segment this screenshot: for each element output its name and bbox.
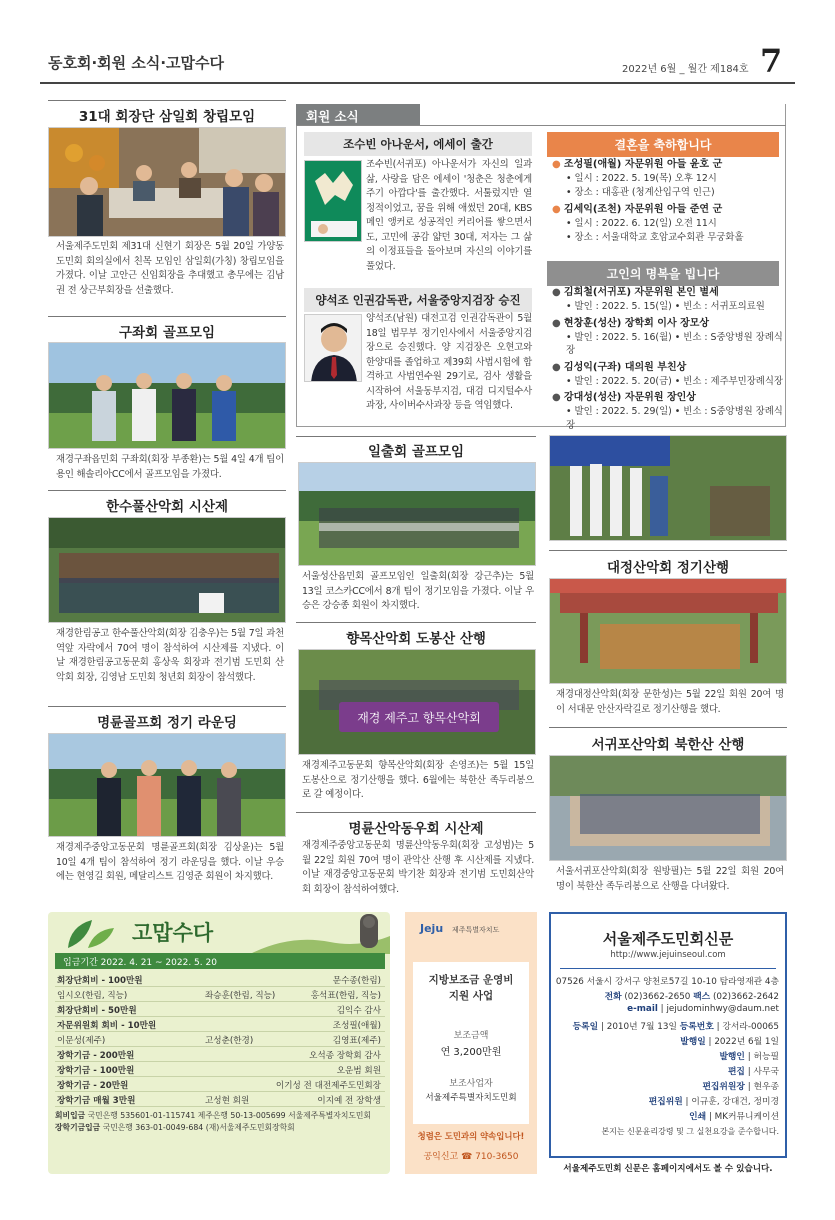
ilchul-text: 서울성산읍민회 골프모임인 일출회(회장 강근추)는 5월 13일 코스카CC에서 8개 팀이 정기모임을 가졌다. 이날 우승은 강승종 회원이 차지했다. [302,571,534,611]
jeju-logo-sub: 제주특별자치도 [452,926,500,934]
samil-title: 31대 회장단 삼일회 창립모임 [78,109,256,125]
ethics: 본지는 신문윤리강령 및 그 실천요강을 준수합니다. [601,1127,779,1136]
account1: 국민은행 535601-01-115741 제주은행 50-13-005699 서울제주특별자치도민회 [87,1111,371,1120]
hyangmok-photo [298,649,536,755]
thanks-cell: 장학기금 매월 3만원 [57,1096,136,1106]
thanks-cell: 오석종 장학회 감사 [309,1051,381,1061]
book-cover-image [304,160,362,242]
info-divider [560,968,776,969]
column-rule [48,100,286,101]
condolence-detail: • 발인 : 2022. 5. 16(월) • 빈소 : S중앙병원 장례식장 [566,331,783,356]
column-rule [549,550,787,551]
leaf-icon [58,916,118,950]
thanks-cell: 자문위원회 회비 - 10만원 [57,1021,157,1031]
thanks-cell: 이문성(제주) [57,1036,106,1046]
column-rule [549,727,787,728]
myungryun-golf-photo [48,733,286,837]
address: 07526 서울시 강서구 양천로57길 10-10 탐라영재관 4층 [555,977,779,987]
wedding-item: ● 김세익(조천) 자문위원 아들 준연 군 [552,204,723,215]
thanks-cell: 김익수 감사 [336,1006,381,1016]
column-rule [48,316,286,317]
column-rule [48,490,286,491]
thanks-cell: 장학기금 - 200만원 [57,1051,135,1061]
condolence-item: ● 김희철(서귀포) 자문위원 본인 별세 [552,287,719,298]
condolence-detail: • 발인 : 2022. 5. 20(금) • 빈소 : 제주부민장례식장 [566,375,783,387]
myungryun-golf-text: 재경제주중앙고동문회 명륜골프회(회장 김상윤)는 5월 10일 4개 팀이 참석하여 정기 라운딩을 했다. 이날 우승에는 현영길 회원, 메달리스트 김영준 회원이 차지했다. [56,842,284,882]
myungryun-golf-title: 명륜골프회 정기 라운딩 [97,715,237,731]
thanks-cell: 오운범 회원 [336,1066,381,1076]
homepage-note: 서울제주도민회 신문은 홈페이지에서도 볼 수 있습니다. [563,1164,773,1174]
promo-head: 양석조 인권감독관, 서울중앙지검장 승진 [304,288,532,312]
seogwipo-photo [549,755,787,861]
slogan: 청렴은 도민과의 약속입니다! [417,1131,525,1141]
wedding-head: 결혼을 축하합니다 [547,132,779,157]
thanks-cell: 장학기금 - 20만원 [57,1081,129,1091]
publisher-row: 발행인 | 허능필 [719,1052,779,1062]
hyangmok-text: 재경제주고동문회 향목산악회(회장 손영조)는 5월 15일 도봉산으로 정기산행을 했다. 6월에는 북한산 족두리봉으로 갈 예정이다. [302,760,534,800]
thanks-cell: 좌승훈(한림, 직능) [205,991,276,1001]
seogwipo-title: 서귀포산악회 북한산 산행 [591,737,745,753]
condolence-item: ● 강대성(성산) 자문위원 장인상 [552,392,696,403]
org: 서울제주특별자치도민회 [425,1093,517,1103]
newspaper-title: 서울제주도민회신문 [602,930,734,948]
hyangmok-banner-text: 재경 제주고 향목산악회 [357,711,481,725]
email-row: e-mail | jejudominhwy@daum.net [627,1004,779,1014]
thanks-cell: 회장단회비 - 50만원 [57,1006,137,1016]
guja-photo [48,342,286,449]
thanks-cell: 이지예 전 장학생 [317,1096,381,1106]
myungryun-mtn-text: 재경제주중앙고동문회 명륜산악동우회(회장 고성범)는 5월 22일 회원 70여 명이 관악산 산행 후 시산제를 지냈다. 이날 재경중앙고동문회 박기찬 회장과 전기범 도민회산악회 회장이 참석하여했다. [302,840,534,895]
column-rule [296,436,536,437]
myungryun-mtn-title: 명륜산악동우회 시산제 [348,821,484,837]
wedding-detail: • 일시 : 2022. 6. 12(일) 오전 11시 [566,218,717,229]
hansu-photo [48,517,286,623]
thanks-cell: 고성현 회원 [205,1096,250,1106]
amount: 연 3,200만원 [440,1047,502,1058]
wedding-detail: • 장소 : 대홍관 (청계산입구역 인근) [566,186,715,198]
print-row: 인쇄 | MK커뮤니케이션 [689,1112,779,1122]
condolence-item: ● 현창훈(성산) 장학회 이사 장모상 [552,317,710,329]
jeju-logo: Jeju [420,922,444,935]
samil-text: 서울제주도민회 제31대 신현기 회장은 5월 20일 가양동 도민회 회의실에서 친목 모임인 삼일회(가칭) 창립모임을 가졌다. 이날 고안근 신임회장을 추대했고 총무에는 김남권 전 상근부회장을 선출했다. [56,241,284,296]
account2-label: 장학기금입금 [55,1123,101,1132]
members-news-tag: 회원 소식 [296,104,420,126]
thanks-accounts [55,1110,385,1134]
promo-text: 양석조(남원) 대전고검 인권감독관이 5월 18일 법무부 정기인사에서 서울중앙지검장으로 승진했다. 양 지검장은 오현고와 한양대를 졸업하고 제39회 사법시험에 합격하고 사법연수원 29기로, 검사 생활을 시작하여 서울동부지검, 대검 디지털수사과장, 사이버수사과장 등을 역임했다. [366,313,532,411]
thanks-cell: 장학기금 - 100만원 [57,1066,135,1076]
thanks-cell: 고성춘(한경) [205,1036,254,1046]
daejeong-title: 대정산악회 정기산행 [606,560,730,576]
org-label: 보조사업자 [449,1079,493,1089]
seogwipo-text: 서울서귀포산악회(회장 원방필)는 5월 22일 회원 20여 명이 북한산 족두리봉으로 산행을 다녀왔다. [556,866,784,892]
ilchul-photo [298,462,536,566]
reg-row: 등록일 | 2010년 7월 13일 등록번호 | 강서라-00065 [572,1022,779,1032]
support-title [413,972,529,1004]
support-title-line: 지방보조금 운영비 [428,974,514,986]
chief-row: 편집위원장 | 현우종 [702,1082,779,1092]
thanks-row [55,1017,385,1032]
newspaper-url: http://www.jejuinseoul.com [610,950,726,960]
thanks-row [55,972,385,987]
editor-row: 편집 | 사무국 [727,1067,779,1077]
condolence-detail: • 발인 : 2022. 5. 15(일) • 빈소 : 서귀포의료원 [566,301,765,312]
account2: 국민은행 363-01-0049-684 (재)서울제주도민회장학회 [102,1123,295,1132]
daejeong-photo [549,578,787,684]
thanks-row [55,1077,385,1092]
thanks-cell: 회장단회비 - 100만원 [57,976,143,986]
header-rule [40,82,795,84]
thanks-row [55,1047,385,1062]
column-rule [48,706,286,707]
wedding-detail: • 일시 : 2022. 5. 19(목) 오후 12시 [566,173,717,184]
myungryun-mtn-photo [549,435,787,541]
condolence-item: ● 김성익(구좌) 대의원 부친상 [552,361,687,373]
thanks-row [55,1002,385,1017]
column-rule [296,622,536,623]
phone-row: 전화 (02)3662-2650 팩스 (02)3662-2642 [604,992,779,1002]
issue-date: 2022년 6월 _ 월간 제184호 [622,64,749,75]
column-rule [296,812,536,813]
members-news-rule [296,125,786,126]
hansu-text: 재경한림공고 한수풀산악회(회장 김충우)는 5월 7일 과천역앞 자락에서 70여 명이 참석하여 시산제를 지냈다. 이날 재경한림공고동문회 홍상욱 회장과 전기범 도민회 산악회 회장, 김영남 도민회 청년회 회장이 참석했다. [56,628,284,683]
thanks-cell: 문수종(한림) [332,976,381,986]
thanks-row [55,1092,385,1107]
wedding-detail: • 장소 : 서울대학교 호암교수회관 무궁화홀 [566,231,744,243]
committee-row: 편집위원 | 이규훈, 강대건, 정미경 [648,1097,779,1107]
thanks-row [55,1062,385,1077]
thanks-cell: 김영표(제주) [332,1036,381,1046]
wedding-item: ● 조성필(애월) 자문위원 아들 윤호 군 [552,159,723,170]
report-line: 공익신고 ☎ 710-3650 [423,1152,519,1162]
thanks-cell: 홍석표(한림, 직능) [310,991,381,1001]
account1-label: 회비입금 [55,1111,86,1120]
condolence-head: 고인의 명복을 빕니다 [547,261,779,286]
samil-photo [48,127,286,237]
book-head: 조수빈 아나운서, 에세이 출간 [304,132,532,156]
thanks-period: 입금기간 2022. 4. 21 ~ 2022. 5. 20 [55,953,385,969]
guja-title: 구좌회 골프모임 [119,325,215,341]
support-title-line: 지원 사업 [448,990,494,1002]
thanks-row [55,1032,385,1047]
stone-statue-icon [250,912,390,954]
thanks-cell: 조성필(애월) [332,1021,381,1031]
promo-portrait [304,314,362,382]
ilchul-title: 일출회 골프모임 [368,444,464,460]
thanks-cell: 이기성 전 대전제주도민회장 [275,1081,381,1091]
pubdate-row: 발행일 | 2022년 6월 1일 [680,1037,779,1047]
book-text: 조수빈(서귀포) 아나운서가 자신의 일과 삶, 사랑을 담은 에세이 '청춘은 청춘에게 주기 아깝다'를 출간했다. 서툴렀지만 열정적이었고, 꿈을 위해 애썼던 20대, KBS 메인 앵커로 성공적인 커리어를 쌓으면서도, 고민에 공감 얇던 30대, 저자는 그 삶의 이정표들을 돌아보며 자신의 이야기를 풀었다. [366,159,532,272]
thanks-title: 고맙수다 [132,921,214,945]
thanks-cell: 임시오(한림, 직능) [57,991,128,1001]
condolence-detail: • 발인 : 2022. 5. 29(일) • 빈소 : S중앙병원 장례식장 [566,406,783,431]
wedding-list [552,158,780,244]
condolence-list [552,286,784,432]
daejeong-text: 재경대정산악회(회장 문한성)는 5월 22일 회원 20여 명이 서대문 안산자락길로 정기산행을 했다. [556,689,784,715]
hansu-title: 한수풀산악회 시산제 [105,499,229,515]
guja-text: 재경구좌읍민회 구좌회(회장 부종환)는 5월 4일 4개 팀이 용인 해솔리아CC에서 골프모임을 가졌다. [56,454,284,480]
hyangmok-title: 향목산악회 도봉산 산행 [346,631,486,647]
page-number: 7 [760,42,783,80]
amount-label: 보조금액 [453,1031,489,1041]
section-title: 동호회·회원 소식·고맙수다 [48,54,225,72]
thanks-row [55,987,385,1002]
